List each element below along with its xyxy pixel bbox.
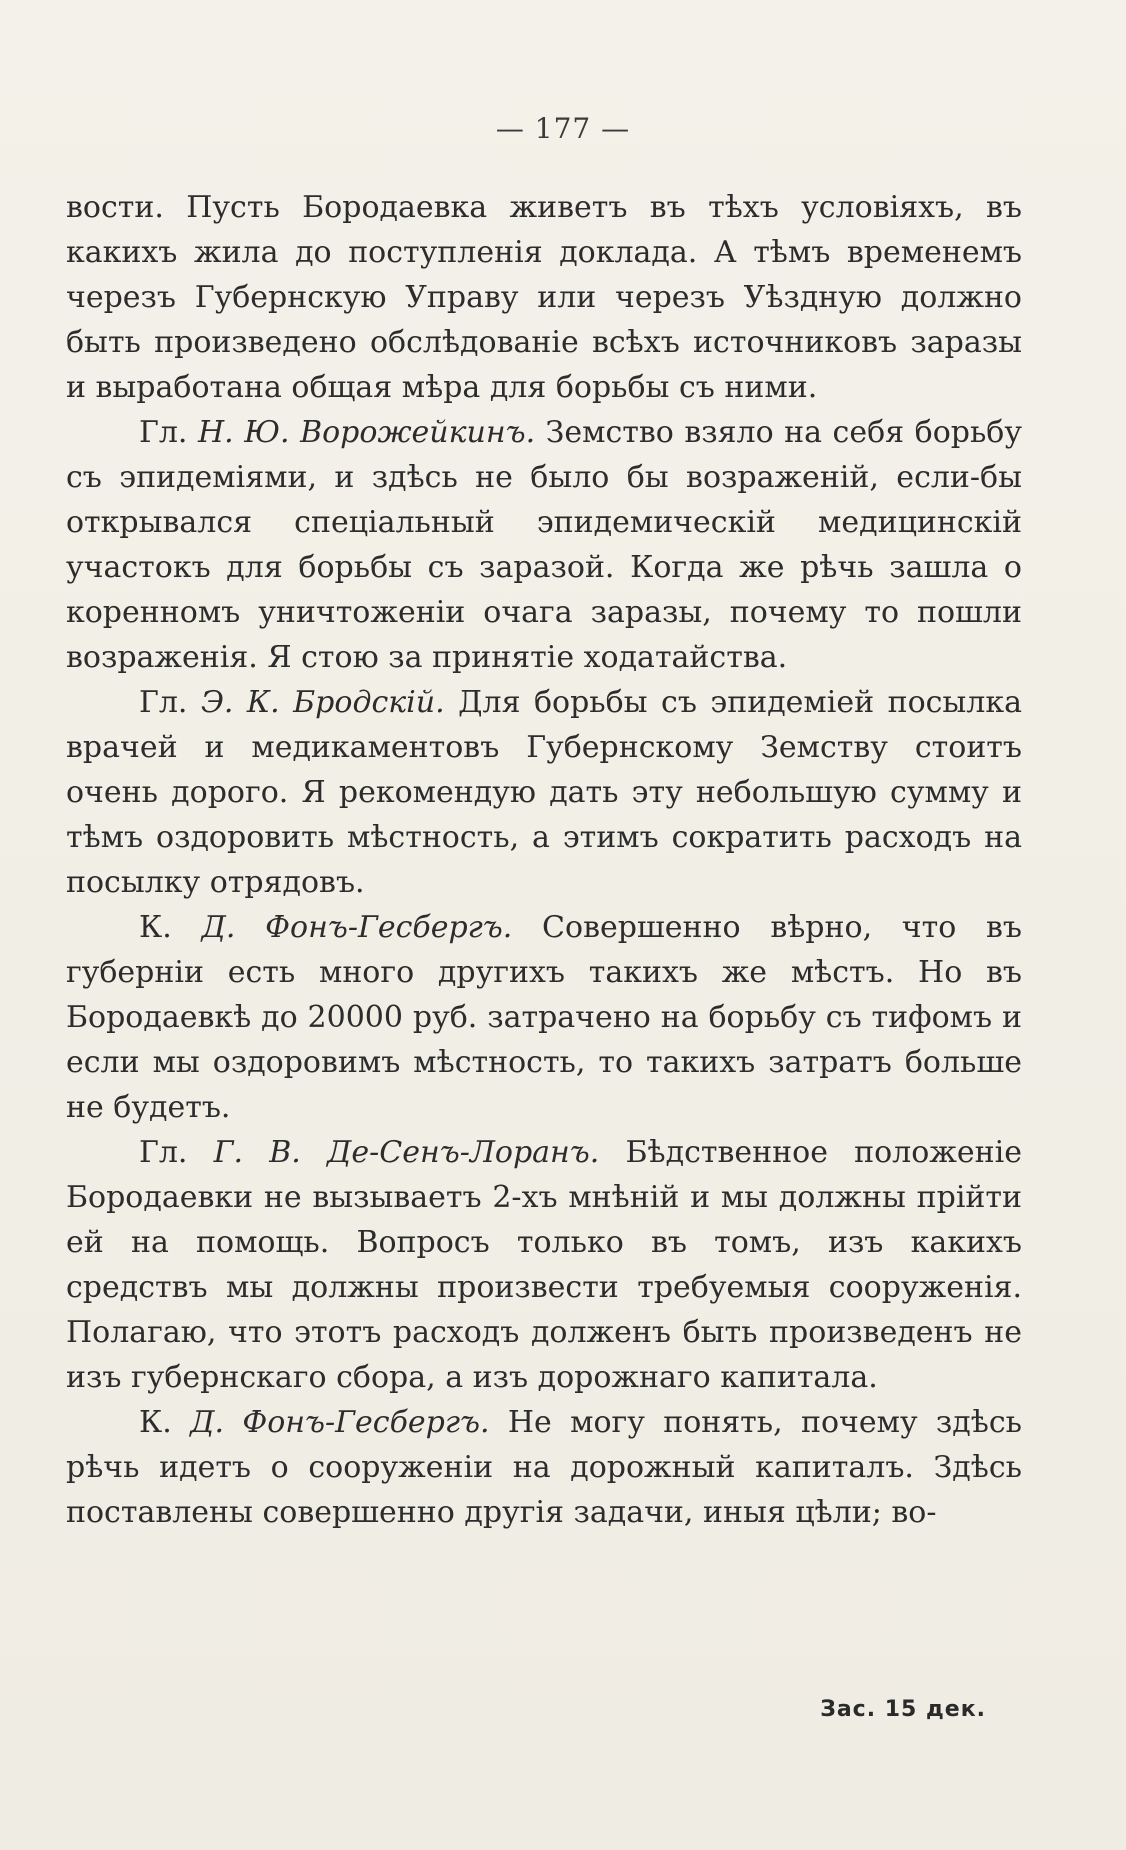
paragraph-gesberg-1	[66, 905, 1022, 1130]
paragraph-text: Не могу понять, почему здѣсь рѣчь идетъ о сооруженіи на дорожный капиталъ. Здѣсь поставлены совершенно другія задачи, иныя цѣли; во-	[66, 1405, 1022, 1530]
speaker-name: Д. Фонъ-Гесбергъ.	[190, 1405, 490, 1440]
footer-signature: Зас. 15 дек.	[820, 1697, 986, 1722]
paragraph-de-sen-loran	[66, 1130, 1022, 1400]
paragraph-text: Совершенно вѣрно, что въ губерніи есть много другихъ такихъ же мѣстъ. Но въ Бородаевкѣ до 20000 руб. затрачено на борьбу съ тифомъ и если мы оздоровимъ мѣстность, то такихъ затратъ больше не будетъ.	[66, 910, 1022, 1125]
speaker-name: Г. В. Де-Сенъ-Лоранъ.	[213, 1135, 600, 1170]
paragraph-gesberg-2	[66, 1400, 1022, 1535]
paragraph-continuation	[66, 185, 1022, 410]
speaker-name: Д. Фонъ-Гесбергъ.	[201, 910, 513, 945]
paragraph-text: Земство взяло на себя борьбу съ эпидеміями, и здѣсь не было бы возраженій, если-бы открывался спеціальный эпидемическій медицинскій участокъ для борьбы съ заразой. Когда же рѣчь зашла о коренномъ уничтоженіи очага заразы, почему то пошли возраженія. Я стою за принятіе ходатайства.	[66, 415, 1023, 675]
speaker-name: Н. Ю. Ворожейкинъ.	[197, 415, 536, 450]
speaker-prefix: Гл.	[139, 415, 198, 450]
paragraph-text: Для борьбы съ эпидеміей посылка врачей и медикаментовъ Губернскому Земству стоитъ очень дорого. Я рекомендую дать эту небольшую сумму и тѣмъ оздоровить мѣстность, а этимъ сократить расходъ на посылку отрядовъ.	[66, 685, 1023, 900]
main-text	[66, 185, 1022, 1535]
speaker-prefix: Гл.	[139, 1135, 214, 1170]
paragraph-vorozheikin	[66, 410, 1022, 680]
paragraph-text: Бѣдственное положеніе Бородаевки не вызываетъ 2-хъ мнѣній и мы должны прійти ей на помощь. Вопросъ только въ томъ, изъ какихъ средствъ мы должны произвести требуемыя сооруженія. Полагаю, что этотъ расходъ долженъ быть произведенъ не изъ губернскаго сбора, а изъ дорожнаго капитала.	[66, 1135, 1022, 1395]
speaker-name: Э. К. Бродскій.	[200, 685, 445, 720]
speaker-prefix: К.	[139, 1405, 191, 1440]
speaker-prefix: Гл.	[139, 685, 201, 720]
page-number: — 177 —	[495, 112, 631, 145]
paragraph-text: вости. Пусть Бородаевка живетъ въ тѣхъ условіяхъ, въ какихъ жила до поступленія доклада. А тѣмъ временемъ черезъ Губернскую Управу или черезъ Уѣздную должно быть произведено обслѣдованіе всѣхъ источниковъ заразы и выработана общая мѣра для борьбы съ ними.	[66, 190, 1022, 405]
paragraph-brodsky	[66, 680, 1022, 905]
speaker-prefix: К.	[139, 910, 202, 945]
